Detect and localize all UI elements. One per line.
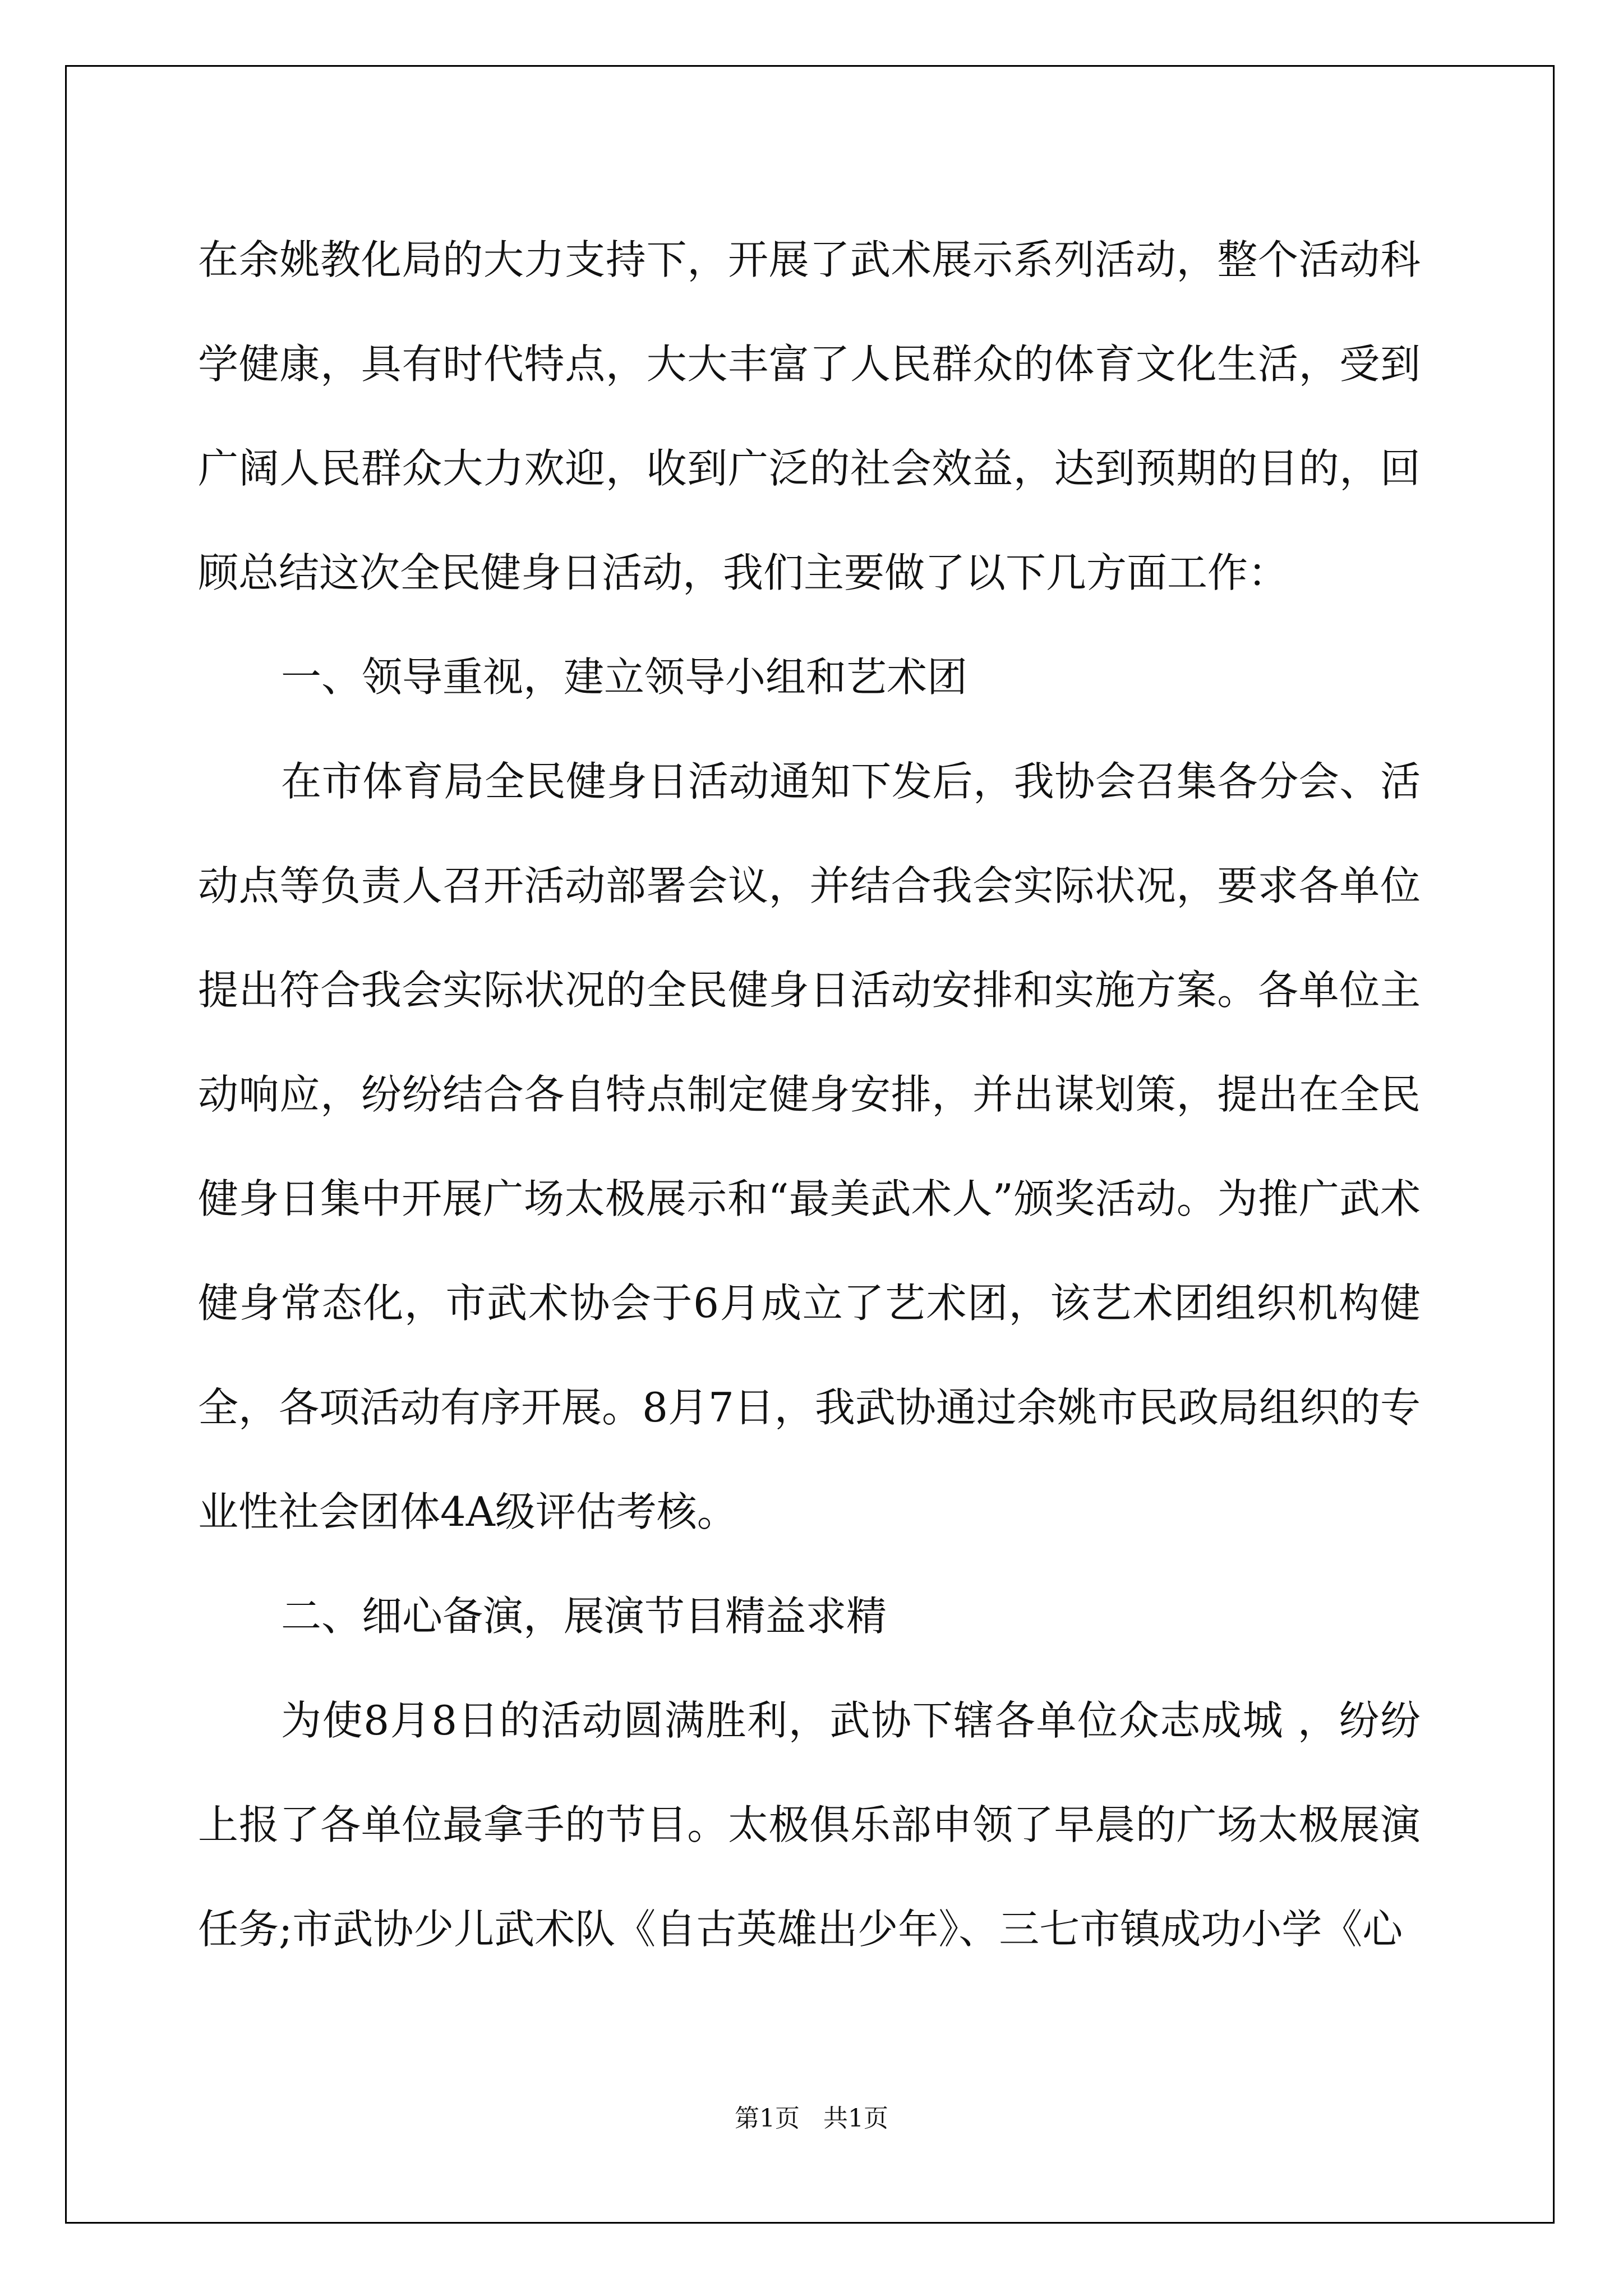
section-heading-2: 二、细心备演，展演节目精益求精	[281, 1593, 887, 1640]
paragraph-intro: 在余姚教化局的大力支持下，开展了武术展示系列活动，整个活动科学健康，具有时代特点，大大丰富了人民群众的体育文化生活，受到广阔人民群众大力欢迎，收到广泛的社会效益，达到预期的目的，回顾总结这次全民健身日活动，我们主要做了以下几方面工作：	[198, 236, 1421, 596]
paragraph-section-1: 在市体育局全民健身日活动通知下发后，我协会召集各分会、活动点等负责人召开活动部署会议，并结合我会实际状况，要求各单位提出符合我会实际状况的全民健身日活动安排和实施方案。各单位主动响应，纷纷结合各自特点制定健身安排，并出谋划策，提出在全民健身日集中开展广场太极展示和“最美武术人”颁奖活动。为推广武术健身常态化，市武术协会于6月成立了艺术团，该艺术团组织机构健全，各项活动有序开展。8月7日，我武协通过余姚市民政局组织的专业性社会团体4A级评估考核。	[198, 758, 1421, 1535]
paragraph-section-2: 为使8月8日的活动圆满胜利，武协下辖各单位众志成城 ，纷纷上报了各单位最拿手的节目。太极俱乐部申领了早晨的广场太极展演任务;市武协少儿武术队《自古英雄出少年》、三七市镇成功小学《心	[198, 1697, 1421, 1953]
document-body	[198, 208, 1421, 1981]
section-heading-1: 一、领导重视，建立领导小组和艺术团	[281, 654, 968, 701]
page-footer: 第1页 共1页	[735, 2104, 888, 2133]
